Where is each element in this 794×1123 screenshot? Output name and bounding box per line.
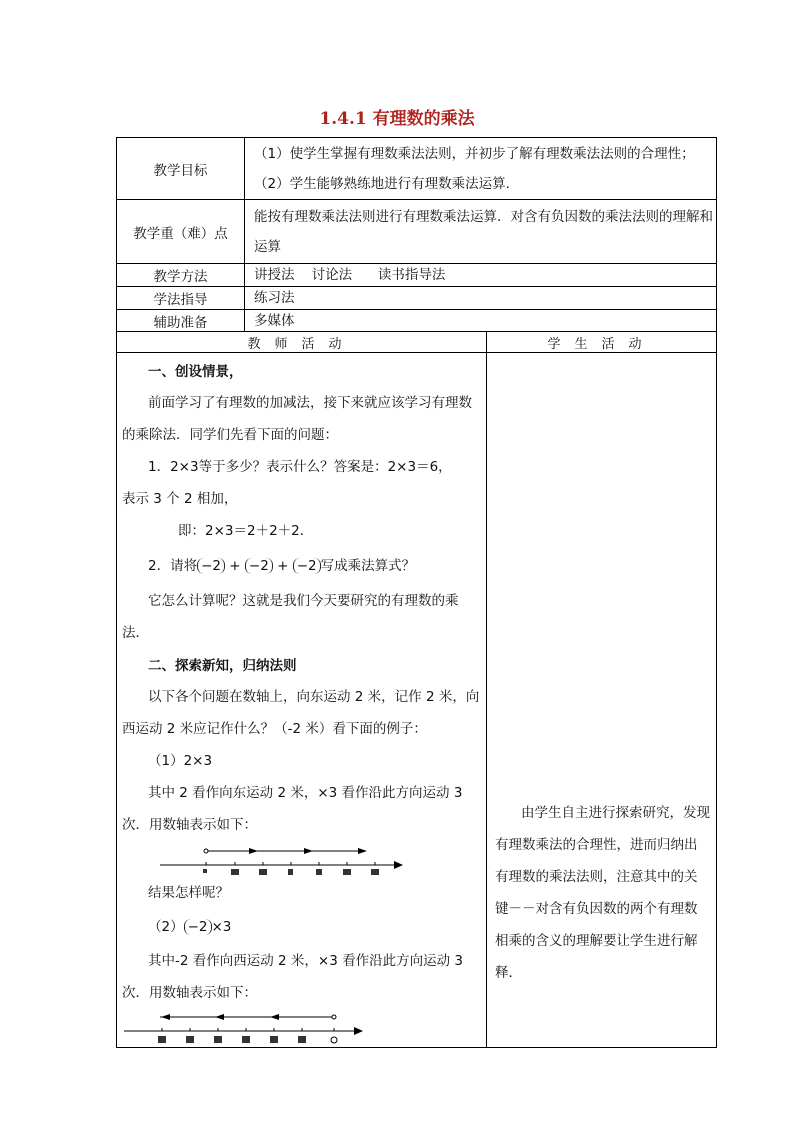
example-2: （2） −2 ×3 — [148, 919, 232, 935]
goal-label: 教学目标 — [117, 138, 245, 200]
row-goals — [117, 138, 717, 200]
example-1-desc: 其中 2 看作向东运动 2 米，×3 看作沿此方向运动 3 次．用数轴表示如下： — [122, 785, 463, 833]
lesson-plan-table — [116, 137, 717, 1048]
row-method — [117, 264, 717, 287]
section-2-heading: 二、探索新知，归纳法则 — [148, 658, 297, 674]
row-column-headers — [117, 332, 717, 353]
paren-term-1: −2 — [197, 558, 225, 574]
study-label: 学法指导 — [117, 287, 245, 310]
student-activity-cell — [487, 353, 717, 1048]
goal-value — [245, 138, 717, 200]
paren-term-2: −2 — [245, 558, 273, 574]
question-2: 2．请将 −2 + −2 + −2 写成乘法算式？ — [148, 558, 416, 574]
question-1: 1．2×3等于多少？表示什么？答案是：2×3＝6， — [148, 459, 452, 475]
question-1-explain: 表示 3 个 2 相加， — [122, 491, 238, 507]
page-title: 1.4.1 有理数的乘法 — [319, 109, 475, 129]
aid-value: 多媒体 — [245, 310, 717, 332]
example-2-desc: 其中-2 看作向西运动 2 米，×3 看作沿此方向运动 3 次．用数轴表示如下： — [122, 953, 463, 1001]
row-key-points — [117, 200, 717, 264]
row-study — [117, 287, 717, 310]
goal-item-2: （2）学生能够熟练地进行有理数乘法运算. — [254, 175, 510, 192]
row-aid — [117, 310, 717, 332]
section-1-intro: 前面学习了有理数的加减法，接下来就应该学习有理数的乘除法．同学们先看下面的问题： — [122, 395, 472, 443]
key-label: 教学重（难）点 — [117, 200, 245, 264]
teacher-activity-header: 教师活动 — [117, 332, 487, 353]
aid-label: 辅助准备 — [117, 310, 245, 332]
paren-term-ex2: −2 — [184, 919, 212, 935]
row-activities — [117, 353, 717, 1048]
method-value: 讲授法 讨论法 读书指导法 — [245, 264, 717, 287]
key-value: 能按有理数乘法法则进行有理数乘法运算．对含有负因数的乘法法则的理解和运算 — [245, 200, 717, 264]
teacher-activity-cell — [117, 353, 487, 1048]
section-1-closing: 它怎么计算呢？这就是我们今天要研究的有理数的乘法． — [122, 593, 459, 641]
number-line-east — [122, 841, 482, 877]
student-activity-header: 学生活动 — [487, 332, 717, 353]
number-line-west — [122, 1009, 482, 1047]
section-2-intro: 以下各个问题在数轴上，向东运动 2 米，记作 2 米，向西运动 2 米应记作什么？（-2 米）看下面的例子： — [122, 689, 480, 737]
study-value: 练习法 — [245, 287, 717, 310]
section-1-heading: 一、创设情景， — [148, 364, 243, 380]
method-label: 教学方法 — [117, 264, 245, 287]
paren-term-3: −2 — [293, 558, 321, 574]
example-1-ask: 结果怎样呢？ — [148, 885, 229, 901]
student-activity-text: 由学生自主进行探索研究，发现有理数乘法的合理性，进而归纳出有理数的乘法法则，注意其中的关键－－对含有负因数的两个有理数相乘的含义的理解要让学生进行解释． — [495, 805, 710, 981]
goal-item-1: （1）使学生掌握有理数乘法法则，并初步了解有理数乘法法则的合理性； — [254, 145, 695, 162]
question-1-equation: 即：2×3＝2＋2＋2． — [178, 523, 314, 539]
example-1: （1）2×3 — [148, 753, 213, 769]
